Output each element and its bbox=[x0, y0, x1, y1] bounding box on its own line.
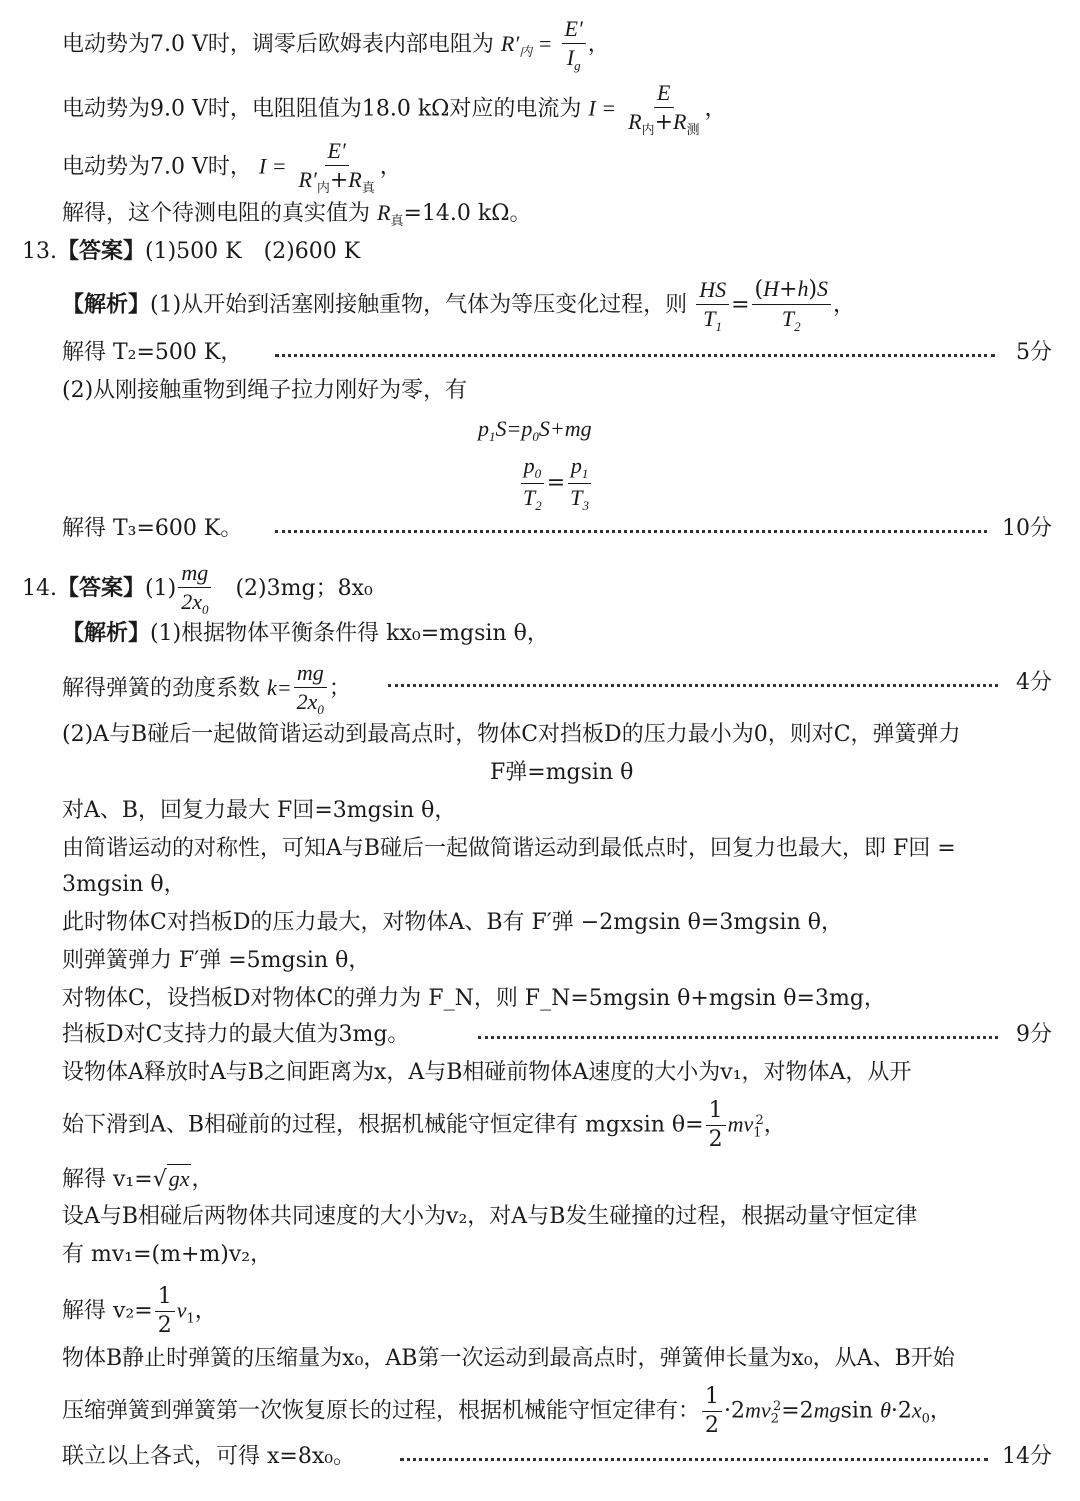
fraction: $\frac{1}{2}$ bbox=[706, 1100, 726, 1151]
fraction: $\frac{mg}{2x_0}$ bbox=[178, 562, 211, 616]
text-line: 对物体C，设挡板D对物体C的弹力为 F_N，则 F_N=5mgsin θ+mgsin θ=3mg， bbox=[62, 986, 886, 1011]
equation: F弹=mgsin θ bbox=[490, 760, 634, 785]
fraction: $\frac{1}{2}$ bbox=[702, 1386, 722, 1437]
text-line: 此时物体C对挡板D的压力最大，对物体A、B有 F′弹 −2mgsin θ=3mgsin θ， bbox=[62, 910, 843, 935]
score-mark: 14分 bbox=[1002, 1444, 1052, 1469]
text-line: 挡板D对C支持力的最大值为3mg。 bbox=[62, 1022, 410, 1047]
score-mark: 10分 bbox=[1002, 516, 1052, 541]
fraction: $\frac{E'}{I_g}$ bbox=[562, 18, 586, 72]
text-line: (2)从刚接触重物到绳子拉力刚好为零，有 bbox=[62, 378, 468, 403]
fraction: $\frac{p_0}{T_2}$ bbox=[520, 455, 545, 512]
score-mark: 4分 bbox=[1016, 670, 1052, 695]
text-line: 始下滑到A、B相碰前的过程，根据机械能守恒定律有 mgxsin θ= $\frac{1}{2}$ $mv_1^2$， bbox=[62, 1098, 786, 1152]
text-line: (2)A与B碰后一起做简谐运动到最高点时，物体C对挡板D的压力最小为0，则对C，弹簧弹力 bbox=[62, 722, 961, 747]
sqrt-icon: √ bbox=[152, 1167, 167, 1192]
text-line: 则弹簧弹力 F′弹 =5mgsin θ， bbox=[62, 948, 371, 973]
text-line: 解得 T₃=600 K。 bbox=[62, 516, 243, 541]
fraction: $\frac{(H+h)S}{T_2}$ bbox=[752, 278, 832, 333]
math-expr: $R'_内$ = bbox=[500, 31, 553, 59]
text-line: 由简谐运动的对称性，可知A与B碰后一起做简谐运动到最低点时，回复力也最大，即 F回 = bbox=[62, 836, 956, 861]
text-line: 解得 v₂= $\frac{1}{2}$ $v_1$， bbox=[62, 1284, 217, 1338]
score-mark: 9分 bbox=[1016, 1022, 1052, 1047]
text-line: 对A、B，回复力最大 F回=3mgsin θ， bbox=[62, 798, 457, 823]
fraction: $\frac{E}{R_内+R_测}$ bbox=[628, 80, 700, 138]
text-line: 解得 v₁=√gx， bbox=[62, 1166, 214, 1192]
fraction: $\frac{HS}{T_1}$ bbox=[696, 279, 729, 333]
text-line: 压缩弹簧到弹簧第一次恢复原长的过程，根据机械能守恒定律有： $\frac{1}{2}$ $\cdot 2mv_2^2=2mgsin$ $\theta\cdot 2x_0$， bbox=[62, 1384, 952, 1438]
text-line: 设A与B相碰后两物体共同速度的大小为v₂，对A与B发生碰撞的过程，根据动量守恒定律 bbox=[62, 1204, 918, 1229]
text-line: 解得，这个待测电阻的真实值为 $R_真=14.0$ kΩ。 bbox=[62, 200, 532, 229]
text-line: 电动势为7.0 V时，调零后欧姆表内部电阻为 $R'_内$ = $\frac{E'}{I_g}$ ， bbox=[62, 16, 610, 73]
fraction: $\frac{1}{2}$ bbox=[155, 1286, 175, 1337]
dotted-leader bbox=[275, 354, 995, 357]
question-13-answer: 13.【答案】(1)500 K (2)600 K bbox=[22, 238, 361, 264]
equation: $\frac{p_0}{T_2}$ = $\frac{p_1}{T_3}$ bbox=[518, 455, 594, 512]
text-line: 物体B静止时弹簧的压缩量为x₀，AB第一次运动到最高点时，弹簧伸长量为x₀，从A、B开始 bbox=[62, 1346, 955, 1371]
text-line: 联立以上各式，可得 x=8x₀。 bbox=[62, 1444, 356, 1469]
text-line: 解得 T₂=500 K， bbox=[62, 340, 243, 365]
dotted-leader bbox=[400, 1458, 988, 1461]
question-14-answer: 14.【答案】(1) $\frac{mg}{2x_0}$ (2)3mg；8x₀ bbox=[22, 560, 373, 617]
dotted-leader bbox=[275, 530, 987, 533]
text-line: 电动势为9.0 V时，电阻阻值为18.0 kΩ对应的电流为 I = $\frac{E}{R_内+R_测}$ ， bbox=[62, 80, 727, 138]
text-line: 解得弹簧的劲度系数 k= $\frac{mg}{2x_0}$ ； bbox=[62, 660, 351, 717]
equation: $p_1S=p_0S+mg$ bbox=[478, 416, 592, 444]
text-line: 【解析】(1)从开始到活塞刚接触重物，气体为等压变化过程，则 $\frac{HS}{T_1}$ = $\frac{(H+h)S}{T_2}$ ， bbox=[62, 276, 856, 334]
fraction: $\frac{p_1}{T_3}$ bbox=[567, 455, 592, 512]
text-line: 电动势为7.0 V时， I = $\frac{E'}{R'_内+R_真}$ ， bbox=[62, 138, 402, 196]
text-line: 有 mv₁=(m+m)v₂， bbox=[62, 1242, 273, 1267]
fraction: $\frac{mg}{2x_0}$ bbox=[294, 662, 327, 716]
math-expr: I = bbox=[258, 153, 287, 179]
text-line: 【解析】(1)根据物体平衡条件得 kx₀=mgsin θ， bbox=[62, 620, 549, 646]
math-expr: I = bbox=[588, 95, 617, 121]
dotted-leader bbox=[388, 684, 998, 687]
text-line: 设物体A释放时A与B之间距离为x，A与B相碰前物体A速度的大小为v₁，对物体A，从开 bbox=[62, 1060, 912, 1085]
dotted-leader bbox=[478, 1036, 998, 1039]
text-line: 3mgsin θ， bbox=[62, 872, 186, 897]
fraction: $\frac{E'}{R'_内+R_真}$ bbox=[298, 138, 375, 196]
score-mark: 5分 bbox=[1016, 340, 1052, 365]
